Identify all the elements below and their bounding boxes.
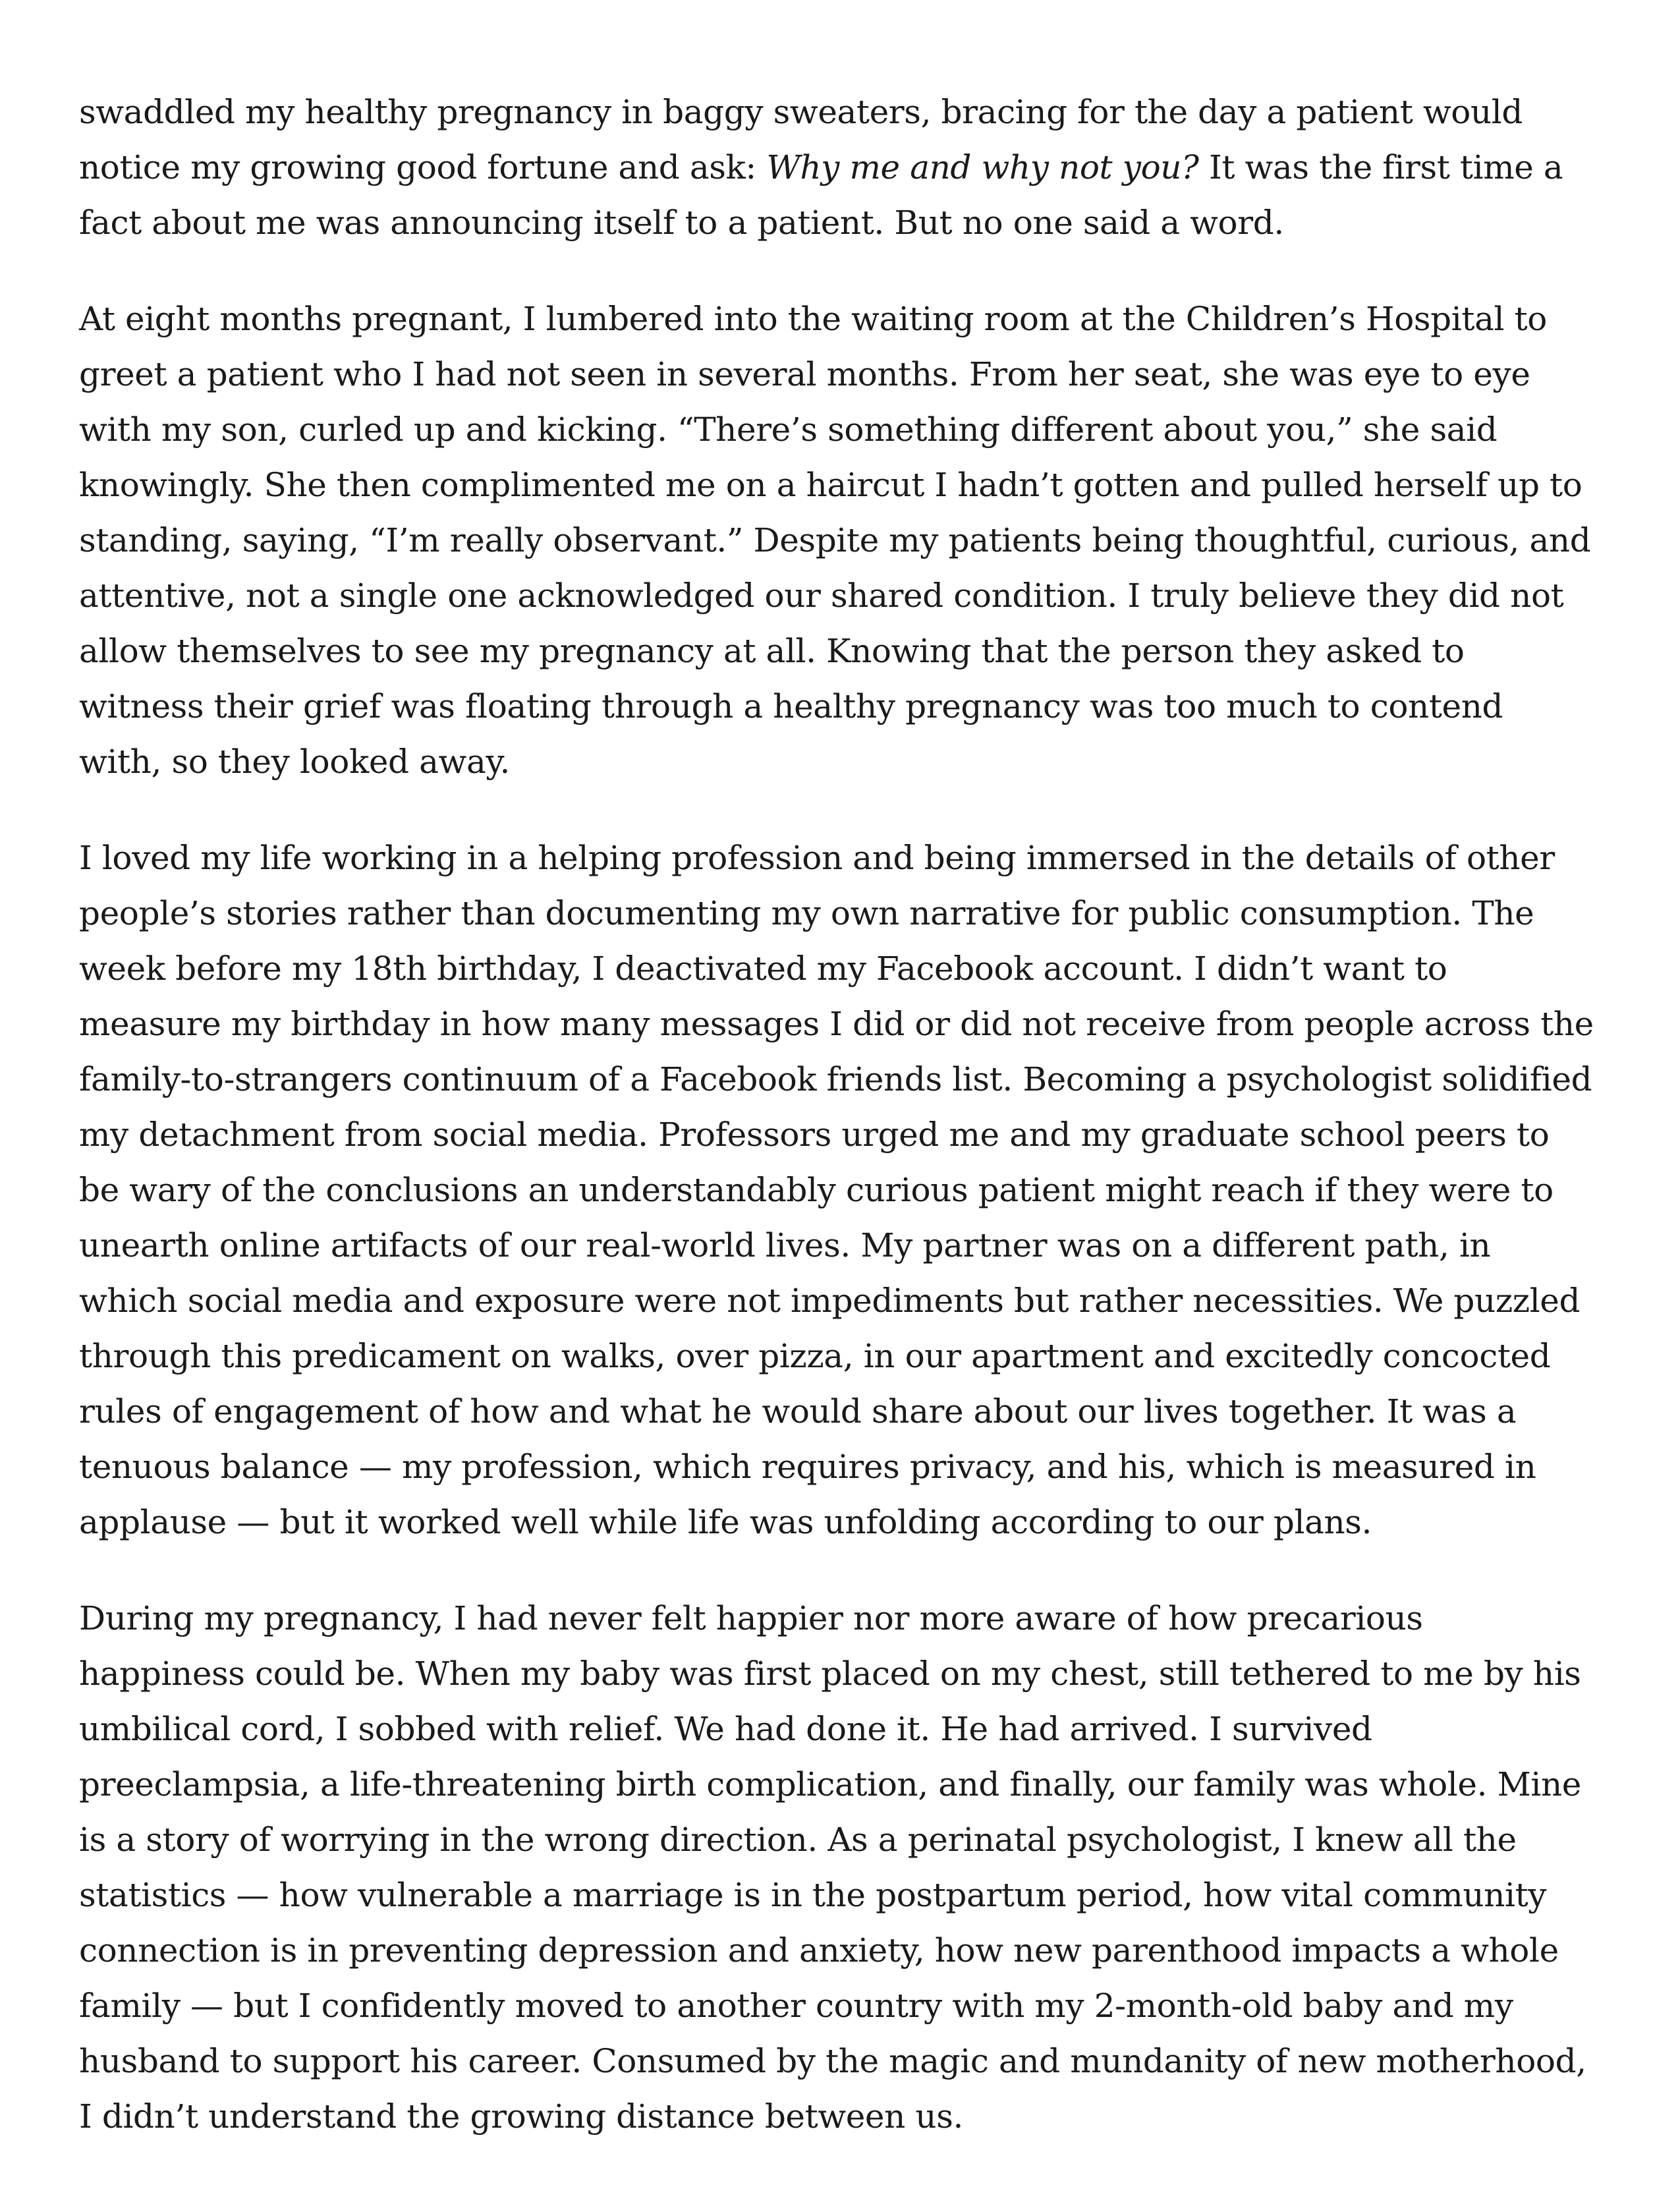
paragraph-1 [79, 84, 1594, 250]
paragraph-3: I loved my life working in a helping profession and being immersed in the details of other people’s stories rather than documenting my own narrative for public consumption. The week before my 18th birthday, I deactivated my Facebook account. I didn’t want to measure my birthday in how many messages I did or did not receive from people across the family-to-strangers continuum of a Facebook friends list. Becoming a psychologist solidified my detachment from social media. Professors urged me and my graduate school peers to be wary of the conclusions an understandably curious patient might reach if they were to unearth online artifacts of our real-world lives. My partner was on a different path, in which social media and exposure were not impediments but rather necessities. We puzzled through this predicament on walks, over pizza, in our apartment and excitedly concocted rules of engagement of how and what he would share about our lives together. It was a tenuous balance — my profession, which requires privacy, and his, which is measured in applause — but it worked well while life was unfolding according to our plans. [79, 839, 1594, 1541]
article-body [79, 84, 1594, 2185]
paragraph-1-emphasis: Why me and why not you? [766, 148, 1199, 186]
paragraph-2: At eight months pregnant, I lumbered into the waiting room at the Children’s Hospital to greet a patient who I had not seen in several months. From her seat, she was eye to eye with my son, curled up and kicking. “There’s something different about you,” she said knowingly. She then complimented me on a haircut I hadn’t gotten and pulled herself up to standing, saying, “I’m really observant.” Despite my patients being thoughtful, curious, and attentive, not a single one acknowledged our shared condition. I truly believe they did not allow themselves to see my pregnancy at all. Knowing that the person they asked to witness their grief was floating through a healthy pregnancy was too much to contend with, so they looked away. [79, 300, 1591, 781]
paragraph-1-text-after: It was the first time a fact about me was announcing itself to a patient. But no one said a word. [79, 148, 1563, 242]
paragraph-1-text-before: swaddled my healthy pregnancy in baggy sweaters, bracing for the day a patient would notice my growing good fortune and ask: [79, 93, 1523, 186]
paragraph-4: During my pregnancy, I had never felt happier nor more aware of how precarious happiness could be. When my baby was first placed on my chest, still tethered to me by his umbilical cord, I sobbed with relief. We had done it. He had arrived. I survived preeclampsia, a life-threatening birth complication, and finally, our family was whole. Mine is a story of worrying in the wrong direction. As a perinatal psychologist, I knew all the statistics — how vulnerable a marriage is in the postpartum period, how vital community connection is in preventing depression and anxiety, how new parenthood impacts a whole family — but I confidently moved to another country with my 2-month-old baby and my husband to support his career. Consumed by the magic and mundanity of new motherhood, I didn’t understand the growing distance between us. [79, 1599, 1586, 2136]
